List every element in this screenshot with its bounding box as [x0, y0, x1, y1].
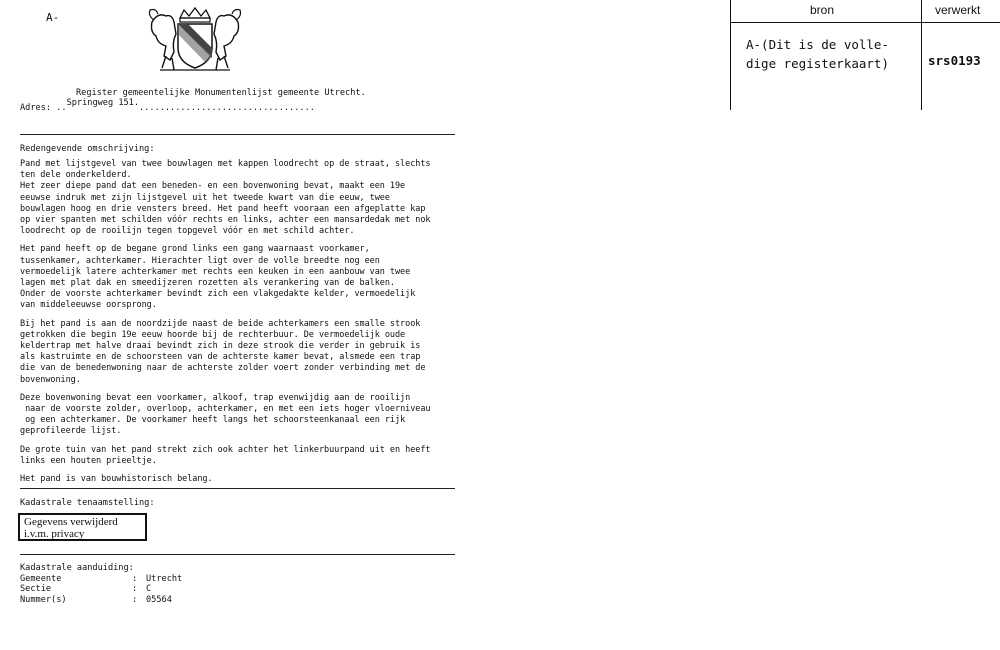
register-title: Register gemeentelijke Monumentenlijst gemeente Utrecht. — [76, 88, 366, 98]
divider — [20, 488, 455, 489]
verwerkt-value: srs0193 — [928, 53, 981, 68]
row-value: Utrecht — [146, 573, 183, 584]
aanduiding-label: Kadastrale aanduiding: — [20, 563, 134, 573]
aanduiding-row — [20, 584, 182, 595]
description-paragraph: Deze bovenwoning bevat een voorkamer, alkoof, trap evenwijdig aan de rooilijn naar de voorste zolder, overloop, achterkamer, en met een iets hoger vloerniveau og een achterkamer. De voorkamer heeft langs het schoorsteenkanaal een rijk geprofileerde lijst. — [20, 392, 431, 437]
kadastrale-aanduiding — [20, 563, 182, 605]
row-key: Gemeente — [20, 573, 62, 584]
aanduiding-row — [20, 595, 182, 606]
row-sep: : — [132, 573, 138, 584]
card-code: A- — [46, 11, 60, 24]
row-value: 05564 — [146, 594, 172, 605]
bron-verwerkt-table — [730, 0, 1000, 110]
bron-value: A-(Dit is de volle- dige registerkaart) — [746, 37, 889, 71]
address-dots: .................................. — [139, 103, 315, 113]
address-label: Adres: .. — [20, 103, 67, 113]
address-value: Springweg 151. — [66, 98, 140, 108]
divider — [20, 134, 455, 135]
column-header-bron: bron — [810, 3, 835, 17]
privacy-notice: Gegevens verwijderd i.v.m. privacy — [18, 513, 147, 541]
aanduiding-row — [20, 574, 182, 585]
table-border — [730, 0, 731, 110]
column-header-verwerkt: verwerkt — [935, 3, 981, 17]
table-border — [730, 22, 1000, 23]
row-sep: : — [132, 594, 138, 605]
description-paragraph: Het pand is van bouwhistorisch belang. — [20, 474, 213, 485]
description-label: Redengevende omschrijving: — [20, 144, 155, 154]
row-key: Nummer(s) — [20, 594, 67, 605]
row-value: C — [146, 584, 152, 594]
description-paragraph: De grote tuin van het pand strekt zich ook achter het linkerbuurpand uit en heeft links een houten prieeltje. — [20, 444, 431, 466]
address-line — [20, 98, 315, 113]
description-paragraph: Het pand heeft op de begane grond links een gang waarnaast voorkamer, tussenkamer, achterkamer. Hierachter ligt over de volle breedte nog een vermoedelijk latere achterkamer met rechts een keuken in een aanbouw van twee lagen met plat dak en smeedijzeren rozetten als verankering van de balken. Onder de voorste achterkamer bevindt zich een vlakgedakte kelder, vermoedelijk van middeleeuwse oorsprong. — [20, 244, 416, 311]
tenaamstelling-label: Kadastrale tenaamstelling: — [20, 498, 155, 508]
table-border — [921, 0, 922, 110]
row-sep: : — [132, 584, 138, 594]
row-key: Sectie — [20, 584, 52, 594]
divider — [20, 554, 455, 555]
description-paragraph: Bij het pand is aan de noordzijde naast de beide achterkamers een smalle strook getrokken die begin 19e eeuw hoorde bij de rechterbuur. De vermoedelijk oude keldertrap met halve draai bevindt zich in deze strook die verder in gebruik is als kastruimte en de schoorsteen van de achterste kamer bevat, alsmede een trap die van de benedenwoning naar de achterste zolder voert zonder verbinding met de bovenwoning. — [20, 318, 426, 385]
description-paragraph: Pand met lijstgevel van twee bouwlagen met kappen loodrecht op de straat, slechts ten dele onderkelderd. Het zeer diepe pand dat een beneden- en een bovenwoning bevat, maakt een 19e eeuwse indruk met zijn lijstgevel uit het tweede kwart van die eeuw, twee bouwlagen hoog en drie vensters breed. Het pand heeft vooraan een afgeplatte kap op vier spanten met schilden vóór rechts en links, achter een mansardedak met nok loodrecht op de rooilijn tegen topgevel vóór en met schild achter. — [20, 159, 431, 237]
description-body — [20, 159, 470, 492]
coat-of-arms-logo — [142, 4, 248, 74]
